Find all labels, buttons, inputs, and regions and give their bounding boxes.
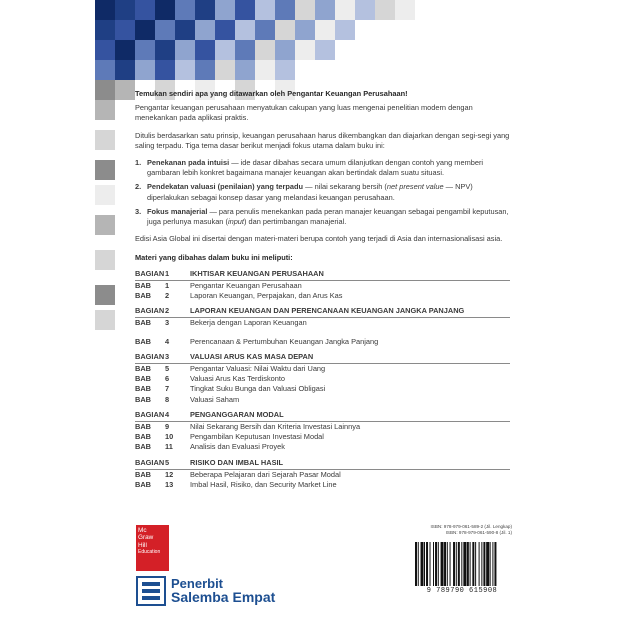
theme-number: 2.: [135, 182, 142, 192]
barcode-bar: [479, 542, 480, 586]
chapter-number: 11: [165, 442, 173, 452]
mosaic-tile: [95, 310, 115, 330]
chapter-label: BAB: [135, 432, 152, 442]
chapter-label: BAB: [135, 336, 152, 346]
barcode-bar: [456, 542, 457, 586]
part-title: PENGANGGARAN MODAL: [190, 409, 284, 419]
chapter-number: 7: [165, 384, 170, 394]
chapter-title: Bekerja dengan Laporan Keuangan: [190, 318, 307, 328]
chapter-title: Laporan Keuangan, Perpajakan, dan Arus Kas: [190, 291, 343, 301]
intro-title: Temukan sendiri apa yang ditawarkan oleh Pengantar Keuangan Perusahaan!: [135, 89, 408, 98]
chapter-number: 4: [165, 336, 170, 346]
chapter-title: Pengambilan Keputusan Investasi Modal: [190, 432, 324, 442]
intro-paragraph-2: Ditulis berdasarkan satu prinsip, keuangan perusahaan harus dikembangkan dan diajarkan dengan segi-segi yang saling terpadu. Tiga tema dasar berikut menjadi fokus utama dalam buku ini:: [135, 130, 510, 150]
theme-number: 3.: [135, 206, 142, 216]
mosaic-tile: [335, 20, 355, 40]
mosaic-tile: [95, 185, 115, 205]
part-title: IKHTISAR KEUANGAN PERUSAHAAN: [190, 268, 324, 278]
mosaic-tile: [315, 20, 335, 40]
mosaic-tile: [335, 0, 355, 20]
chapter-number: 3: [165, 318, 170, 328]
barcode-bar: [483, 542, 485, 586]
mosaic-tile: [275, 20, 295, 40]
chapter-title: Pengantar Keuangan Perusahaan: [190, 280, 302, 290]
mosaic-tile: [95, 20, 115, 40]
table-of-contents: [135, 269, 510, 491]
chapter-row: [135, 281, 510, 291]
mosaic-tile: [95, 40, 115, 60]
chapter-number: 2: [165, 291, 170, 301]
theme-body-end: — NPV) diperlakukan sebagai konsep dasar yang melandasi keuangan perusahaan.: [147, 182, 473, 202]
chapter-number: 6: [165, 374, 170, 384]
mosaic-tile: [315, 0, 335, 20]
part-row: [135, 306, 510, 318]
mosaic-tile: [135, 0, 155, 20]
mosaic-tile: [95, 250, 115, 270]
barcode-bar: [426, 542, 428, 586]
barcode-bar: [463, 542, 466, 586]
chapter-label: BAB: [135, 374, 152, 384]
mosaic-tile: [195, 60, 215, 80]
barcode-bar: [492, 542, 493, 586]
themes-list: [135, 158, 510, 227]
mosaic-tile: [95, 285, 115, 305]
part-label: BAGIAN: [135, 306, 165, 316]
chapter-row: [135, 291, 510, 301]
chapter-row: [135, 364, 510, 374]
mosaic-tile: [95, 0, 115, 20]
chapter-label: BAB: [135, 469, 152, 479]
barcode-bar: [481, 542, 482, 586]
chapter-row: [135, 422, 510, 432]
mosaic-tile: [195, 20, 215, 40]
mosaic-tile: [235, 20, 255, 40]
chapter-label: BAB: [135, 280, 152, 290]
back-cover-text: [135, 89, 510, 490]
chapter-row: [135, 374, 510, 384]
mosaic-tile: [135, 20, 155, 40]
mosaic-tile: [95, 130, 115, 150]
part-number: 4: [165, 409, 170, 419]
chapter-title: Perencanaan & Pertumbuhan Keuangan Jangka Panjang: [190, 336, 379, 346]
mosaic-tile: [115, 40, 135, 60]
barcode-bar: [467, 542, 469, 586]
chapter-row: [135, 395, 510, 405]
theme-item: [135, 207, 510, 227]
theme-body: — nilai sekarang bersih (: [303, 182, 387, 192]
chapter-title: Tingkat Suku Bunga dan Valuasi Obligasi: [190, 384, 326, 394]
barcode-bar: [441, 542, 444, 586]
theme-item: [135, 158, 510, 178]
mosaic-tile: [155, 20, 175, 40]
mosaic-tile: [215, 60, 235, 80]
mosaic-tile: [95, 60, 115, 80]
mosaic-tile: [295, 20, 315, 40]
chapter-label: BAB: [135, 480, 152, 490]
mosaic-tile: [215, 40, 235, 60]
mosaic-tile: [255, 60, 275, 80]
barcode-bar: [450, 542, 451, 586]
theme-item: [135, 182, 510, 202]
chapter-title: Analisis dan Evaluasi Proyek: [190, 442, 285, 452]
barcode-bar: [421, 542, 424, 586]
mosaic-tile: [255, 40, 275, 60]
theme-heading: Fokus manajerial: [147, 206, 208, 216]
salemba-emblem-icon: [136, 576, 166, 606]
chapter-label: BAB: [135, 422, 152, 432]
mosaic-tile: [115, 80, 135, 100]
mosaic-tile: [215, 20, 235, 40]
theme-body: — ide dasar dibahas secara umum dilanjutkan dengan contoh yang memberi gambaran lebih konkret bagaimana manajer keuangan akan bertindak dalam suatu situasi.: [147, 158, 484, 178]
barcode-bar: [472, 542, 474, 586]
chapter-number: 1: [165, 280, 170, 290]
barcode-bar: [435, 542, 437, 586]
barcode-bar: [424, 542, 425, 586]
part-number: 3: [165, 351, 170, 361]
mosaic-tile: [95, 80, 115, 100]
barcode-bar: [415, 542, 417, 586]
mosaic-tile: [115, 60, 135, 80]
publisher-logo: [136, 576, 275, 606]
mosaic-tile: [155, 40, 175, 60]
chapter-number: 5: [165, 364, 170, 374]
barcode-bar: [458, 542, 460, 586]
barcode-bar: [461, 542, 462, 586]
publisher-line-2: Salemba Empat: [171, 589, 276, 605]
mosaic-tile: [395, 0, 415, 20]
part-title: LAPORAN KEUANGAN DAN PERENCANAAN KEUANGAN JANGKA PANJANG: [190, 306, 465, 316]
part-title: VALUASI ARUS KAS MASA DEPAN: [190, 351, 314, 361]
mosaic-tile: [235, 40, 255, 60]
isbn-block: [412, 524, 512, 536]
mosaic-tile: [95, 160, 115, 180]
chapter-title: Valuasi Saham: [190, 394, 240, 404]
chapter-row: [135, 470, 510, 480]
logo-text-hill: Hill: [138, 541, 147, 549]
barcode: [412, 542, 512, 598]
barcode-bar: [438, 542, 439, 586]
mosaic-tile: [175, 40, 195, 60]
barcode-bar: [475, 542, 476, 586]
mosaic-tile: [215, 0, 235, 20]
theme-italic-term: input: [227, 217, 244, 227]
logo-text-graw: Graw: [138, 534, 154, 542]
mosaic-tile: [195, 40, 215, 60]
mosaic-tile: [175, 60, 195, 80]
part-row: [135, 458, 510, 470]
barcode-bar: [444, 542, 446, 586]
chapter-label: BAB: [135, 291, 152, 301]
part-row: [135, 352, 510, 364]
chapter-title: Nilai Sekarang Bersih dan Kriteria Investasi Lainnya: [190, 422, 361, 432]
mosaic-tile: [295, 40, 315, 60]
theme-body-end: ) dan pertimbangan manajerial.: [243, 217, 347, 227]
mosaic-tile: [275, 0, 295, 20]
chapter-row: [135, 432, 510, 442]
chapter-number: 9: [165, 422, 170, 432]
logo-text-mc: Mc: [138, 527, 147, 534]
part-label: BAGIAN: [135, 268, 165, 278]
part-title: RISIKO DAN IMBAL HASIL: [190, 457, 284, 467]
chapter-number: 13: [165, 480, 174, 490]
chapter-row: [135, 337, 510, 347]
chapter-label: BAB: [135, 318, 152, 328]
barcode-bar: [470, 542, 471, 586]
mosaic-tile: [155, 0, 175, 20]
contents-title: Materi yang dibahas dalam buku ini meliputi:: [135, 253, 293, 263]
isbn-volume: ISBN: 978-979-061-590-8 (Jil. 1): [445, 530, 512, 535]
mosaic-tile: [235, 60, 255, 80]
barcode-bar: [447, 542, 448, 586]
barcode-digits: 9 789790 615908: [426, 587, 498, 595]
theme-italic-term: net present value: [386, 182, 444, 192]
chapter-row: [135, 442, 510, 452]
mosaic-tile: [255, 0, 275, 20]
chapter-title: Valuasi Arus Kas Terdiskonto: [190, 374, 286, 384]
mosaic-tile: [155, 60, 175, 80]
part-row: [135, 410, 510, 422]
barcode-bar: [433, 542, 434, 586]
chapter-number: 8: [165, 394, 170, 404]
chapter-label: BAB: [135, 364, 152, 374]
chapter-title: Pengantar Valuasi: Nilai Waktu dari Uang: [190, 364, 326, 374]
part-label: BAGIAN: [135, 457, 165, 467]
mosaic-tile: [175, 0, 195, 20]
mosaic-tile: [375, 0, 395, 20]
chapter-label: BAB: [135, 442, 152, 452]
mosaic-tile: [295, 0, 315, 20]
logo-text-education: Education: [138, 549, 161, 556]
chapter-row: [135, 480, 510, 490]
edition-note: Edisi Asia Global ini disertai dengan materi-materi berupa contoh yang terjadi di Asia dan internasionalisasi asia.: [135, 234, 503, 244]
mosaic-tile: [175, 20, 195, 40]
theme-heading: Pendekatan valuasi (penilaian) yang terpadu: [147, 182, 304, 192]
mosaic-tile: [255, 20, 275, 40]
barcode-bar: [490, 542, 491, 586]
mosaic-tile: [275, 60, 295, 80]
barcode-bar: [486, 542, 489, 586]
mcgraw-hill-logo: [136, 525, 169, 571]
mosaic-tile: [195, 0, 215, 20]
intro-paragraph-1: Pengantar keuangan perusahaan menyatukan cakupan yang luas mengenai penelitian modern dengan menekankan pada aplikasi praktis.: [135, 103, 473, 123]
chapter-row: [135, 318, 510, 328]
mosaic-tile: [135, 40, 155, 60]
part-number: 5: [165, 457, 170, 467]
mosaic-tile: [115, 0, 135, 20]
mosaic-tile: [275, 40, 295, 60]
mosaic-tile: [95, 100, 115, 120]
mosaic-tile: [135, 60, 155, 80]
part-label: BAGIAN: [135, 351, 165, 361]
theme-number: 1.: [135, 158, 142, 168]
mosaic-tile: [355, 0, 375, 20]
isbn-complete: ISBN: 978-979-061-589-2 (Jil. Lengkap): [430, 524, 512, 529]
mosaic-tile: [315, 40, 335, 60]
barcode-bar: [494, 542, 496, 586]
chapter-row: [135, 384, 510, 394]
theme-body: — para penulis menekankan pada peran manajer keuangan sebagai pengambil keputusan, juga perlunya masukan (: [147, 206, 509, 227]
barcode-bar: [430, 542, 431, 586]
part-label: BAGIAN: [135, 409, 165, 419]
chapter-number: 12: [165, 469, 174, 479]
chapter-label: BAB: [135, 394, 152, 404]
mosaic-tile: [235, 0, 255, 20]
chapter-title: Imbal Hasil, Risiko, dan Security Market Line: [190, 480, 337, 490]
publisher-line-1: Penerbit: [171, 576, 224, 591]
chapter-number: 10: [165, 432, 174, 442]
theme-heading: Penekanan pada intuisi: [147, 158, 230, 168]
barcode-bars: [412, 542, 512, 586]
barcode-bar: [418, 542, 419, 586]
part-row: [135, 269, 510, 281]
chapter-title: Beberapa Pelajaran dari Sejarah Pasar Modal: [190, 469, 341, 479]
mosaic-tile: [115, 20, 135, 40]
chapter-label: BAB: [135, 384, 152, 394]
mosaic-tile: [95, 215, 115, 235]
barcode-bar: [453, 542, 455, 586]
part-number: 2: [165, 306, 170, 316]
part-number: 1: [165, 268, 170, 278]
